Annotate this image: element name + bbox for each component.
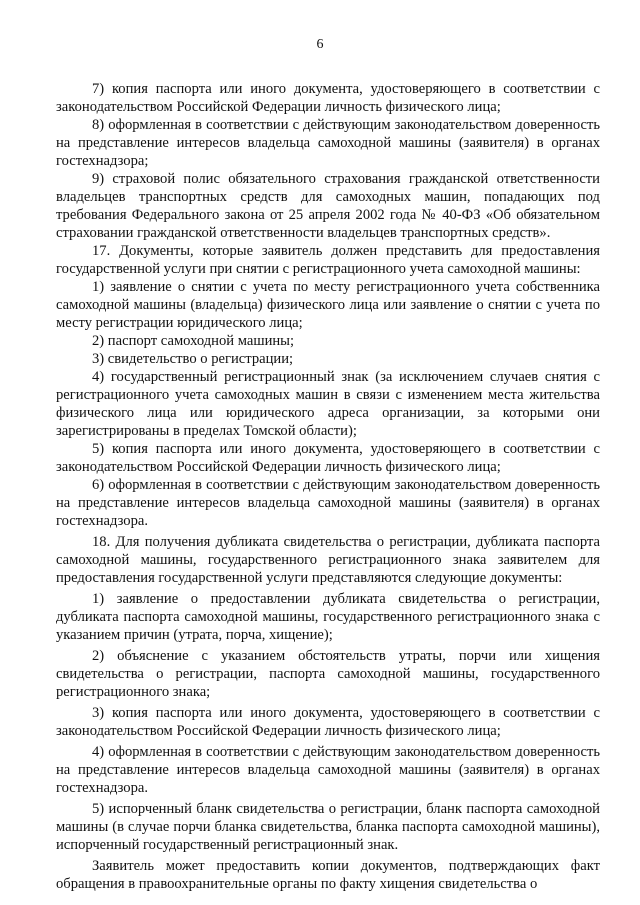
list-item-8-power-of-attorney: 8) оформленная в соответствии с действующим законодательством доверенность на представление интересов владельца самоходной машины (заявителя) в органах гостехнадзора;	[56, 117, 600, 169]
list-item-2-machine-passport: 2) паспорт самоходной машины;	[92, 333, 295, 349]
list-item-5-damaged-blank: 5) испорченный бланк свидетельства о регистрации, бланк паспорта самоходной машины (в случае порчи бланка свидетельства, бланка паспорта самоходной машины), испорченный государственный регистрационный знак.	[56, 801, 600, 853]
list-item-6-power-of-attorney: 6) оформленная в соответствии с действующим законодательством доверенность на представление интересов владельца самоходной машины (заявителя) в органах гостехнадзора.	[56, 477, 600, 529]
page-number: 6	[316, 37, 324, 52]
list-item-4-power-of-attorney: 4) оформленная в соответствии с действующим законодательством доверенность на представление интересов владельца самоходной машины (заявителя) в органах гостехнадзора.	[56, 744, 600, 796]
list-item-5-passport-copy: 5) копия паспорта или иного документа, удостоверяющего в соответствии с законодательством Российской Федерации личность физического лица;	[56, 441, 600, 475]
list-item-1-deregistration-application: 1) заявление о снятии с учета по месту регистрационного учета собственника самоходной машины (владельца) физического лица или заявление о снятии с учета по месту регистрации юридического лица;	[56, 279, 600, 331]
section-17-heading-paragraph: 17. Документы, которые заявитель должен представить для предоставления государственной услуги при снятии с регистрационного учета самоходной машины:	[56, 243, 600, 277]
list-item-4-registration-plate: 4) государственный регистрационный знак (за исключением случаев снятия с регистрационного учета самоходных машин в связи с изменением места жительства физического лица или юридического адреса организации, за которыми они зарегистрированы в пределах Томской области);	[56, 369, 600, 439]
document-body	[56, 80, 600, 893]
list-item-1-duplicate-application: 1) заявление о предоставлении дубликата свидетельства о регистрации, дубликата паспорта самоходной машины, государственного регистрационного знака с указанием причин (утрата, порча, хищение);	[56, 591, 600, 643]
list-item-9-insurance-policy: 9) страховой полис обязательного страхования гражданской ответственности владельцев транспортных средств для самоходных машин, попадающих под требования Федерального закона от 25 апреля 2002 года № 40-ФЗ «Об обязательном страховании гражданской ответственности владельцев транспортных средств».	[56, 171, 600, 241]
list-item-2-explanation: 2) объяснение с указанием обстоятельств утраты, порчи или хищения свидетельства о регистрации, паспорта самоходной машины, государственного регистрационного знака;	[56, 648, 600, 700]
section-18-heading-paragraph: 18. Для получения дубликата свидетельства о регистрации, дубликата паспорта самоходной машины, государственного регистрационного знака заявителем для предоставления государственной услуги представляются следующие документы:	[56, 534, 600, 586]
list-item-3-registration-certificate: 3) свидетельство о регистрации;	[92, 351, 294, 367]
list-item-7-passport-copy: 7) копия паспорта или иного документа, удостоверяющего в соответствии с законодательством Российской Федерации личность физического лица;	[56, 81, 600, 115]
list-item-3-passport-copy: 3) копия паспорта или иного документа, удостоверяющего в соответствии с законодательством Российской Федерации личность физического лица;	[56, 705, 600, 739]
closing-paragraph: Заявитель может предоставить копии документов, подтверждающих факт обращения в правоохранительные органы по факту хищения свидетельства о	[56, 858, 600, 892]
